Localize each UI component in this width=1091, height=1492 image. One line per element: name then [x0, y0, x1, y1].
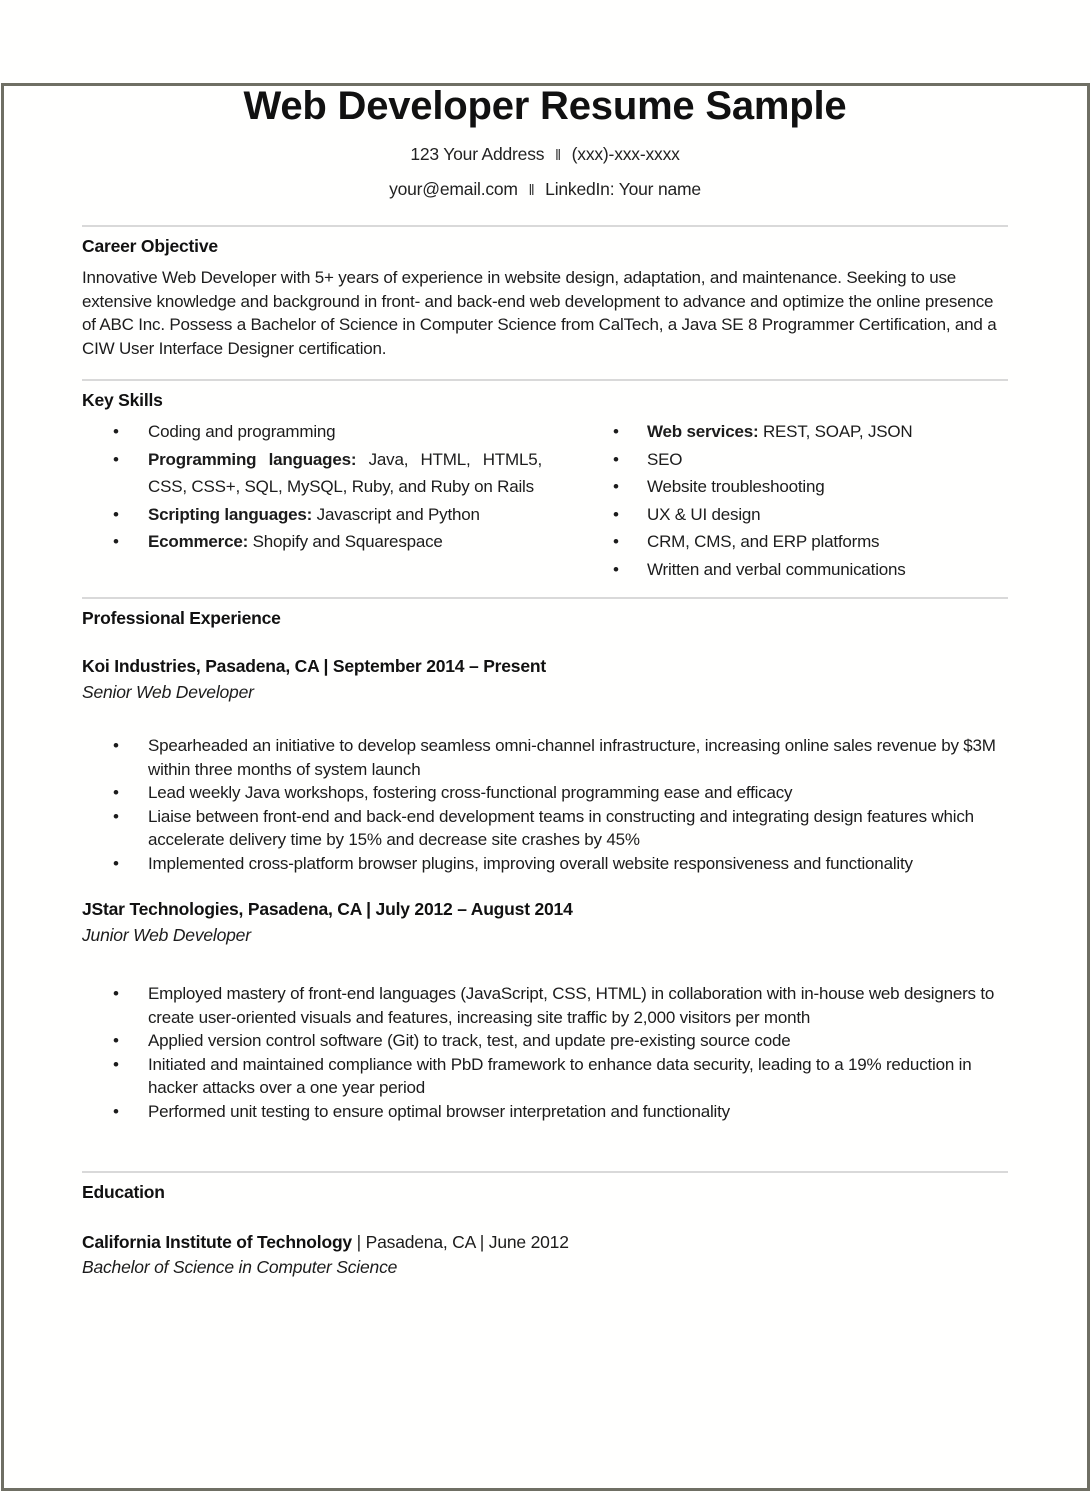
skill-item [613, 418, 1008, 446]
company-and-dates: Koi Industries, Pasadena, CA | September 2014 – Present [82, 656, 546, 676]
skill-item [82, 418, 542, 446]
key-skills-columns [82, 418, 1008, 583]
skill-item [82, 446, 542, 501]
skill-text: CRM, CMS, and ERP platforms [647, 532, 880, 551]
section-divider [82, 225, 1008, 227]
skill-item [82, 501, 542, 529]
contact-divider: ‖ [554, 147, 561, 164]
job-bullet: • Initiated and maintained compliance with PbD framework to enhance data security, leading to a 19% reduction in hacker attacks over a one year period [82, 1053, 1008, 1100]
skill-item [613, 556, 1008, 584]
experience-entry-koi-industries [82, 656, 1008, 875]
career-objective-heading: Career Objective [82, 236, 218, 256]
skill-item [613, 528, 1008, 556]
job-bullet: • Spearheaded an initiative to develop seamless omni-channel infrastructure, increasing online sales revenue by $3M within three months of system launch [82, 734, 1008, 781]
career-objective-text: Innovative Web Developer with 5+ years of experience in website design, adaptation, and maintenance. Seeking to use extensive knowledge and background in front- and back-end web development to advance and optimize the online presence of ABC Inc. Possess a Bachelor of Science in Computer Science from CalTech, a Java SE 8 Programmer Certification, and a CIW User Interface Designer certification. [82, 268, 997, 358]
skill-text: Coding and programming [148, 422, 336, 441]
skill-label: Scripting languages: [148, 504, 313, 524]
email-text: your@email.com [389, 179, 518, 199]
contact-line-address-phone [82, 144, 1008, 165]
skill-text: Shopify and Squarespace [248, 532, 443, 551]
phone-text: (xxx)-xxx-xxxx [571, 144, 680, 164]
skill-item [613, 501, 1008, 529]
skill-text: Java, HTML, HTML5, CSS, CSS+, SQL, MySQL, Ruby, and Ruby on Rails [148, 449, 542, 496]
professional-experience-heading: Professional Experience [82, 608, 281, 628]
skill-item [82, 528, 542, 556]
job-bullet: • Employed mastery of front-end languages (JavaScript, CSS, HTML) in collaboration with in-house web designers to create user-oriented visuals and features, increasing site traffic by 2,000 visitors per month [82, 982, 1008, 1029]
skill-text: SEO [647, 449, 683, 469]
skill-item [613, 446, 1008, 474]
skill-label: Programming languages: [148, 449, 357, 469]
skill-item [613, 473, 1008, 501]
job-bullet: • Liaise between front-end and back-end development teams in constructing and integrating design features which accelerate delivery time by 15% and decrease site crashes by 45% [82, 805, 1008, 852]
job-bullet-list [82, 982, 1008, 1123]
skill-text: UX & UI design [647, 504, 761, 524]
job-bullet: • Lead weekly Java workshops, fostering cross-functional programming ease and efficacy [82, 781, 1008, 805]
contact-divider: ‖ [528, 182, 535, 199]
education-degree: Bachelor of Science in Computer Science [82, 1257, 398, 1277]
address-text: 123 Your Address [410, 144, 545, 164]
key-skills-left-column [82, 418, 542, 583]
skill-label: Web services: [647, 422, 759, 441]
section-divider [82, 597, 1008, 599]
education-heading: Education [82, 1182, 165, 1202]
section-divider [82, 1171, 1008, 1173]
job-bullet: • Implemented cross-platform browser plugins, improving overall website responsiveness and functionality [82, 852, 1008, 876]
key-skills-right-column [613, 418, 1008, 583]
job-title: Senior Web Developer [82, 682, 254, 702]
skill-text: Written and verbal communications [647, 559, 906, 579]
job-bullet: • Applied version control software (Git) to track, test, and update pre-existing source code [82, 1029, 1008, 1053]
linkedin-text: LinkedIn: Your name [545, 179, 701, 199]
job-bullet: • Performed unit testing to ensure optimal browser interpretation and functionality [82, 1100, 1008, 1124]
job-title: Junior Web Developer [82, 925, 251, 945]
skill-text: Javascript and Python [312, 504, 480, 524]
experience-entry-jstar-technologies [82, 899, 1008, 1123]
school-name: California Institute of Technology [82, 1232, 352, 1252]
school-location-date: | Pasadena, CA | June 2012 [351, 1232, 569, 1252]
education-school-line [82, 1232, 1008, 1253]
skill-text: Website troubleshooting [647, 477, 825, 496]
job-bullet-list [82, 734, 1008, 875]
resume-document [0, 82, 1091, 1278]
skill-label: Ecommerce: [148, 532, 249, 551]
key-skills-heading: Key Skills [82, 390, 163, 410]
contact-line-email-linkedin [82, 179, 1008, 200]
skill-text: REST, SOAP, JSON [758, 422, 913, 441]
section-divider [82, 379, 1008, 381]
page-title: Web Developer Resume Sample [243, 84, 847, 128]
company-and-dates: JStar Technologies, Pasadena, CA | July 2012 – August 2014 [82, 899, 573, 919]
